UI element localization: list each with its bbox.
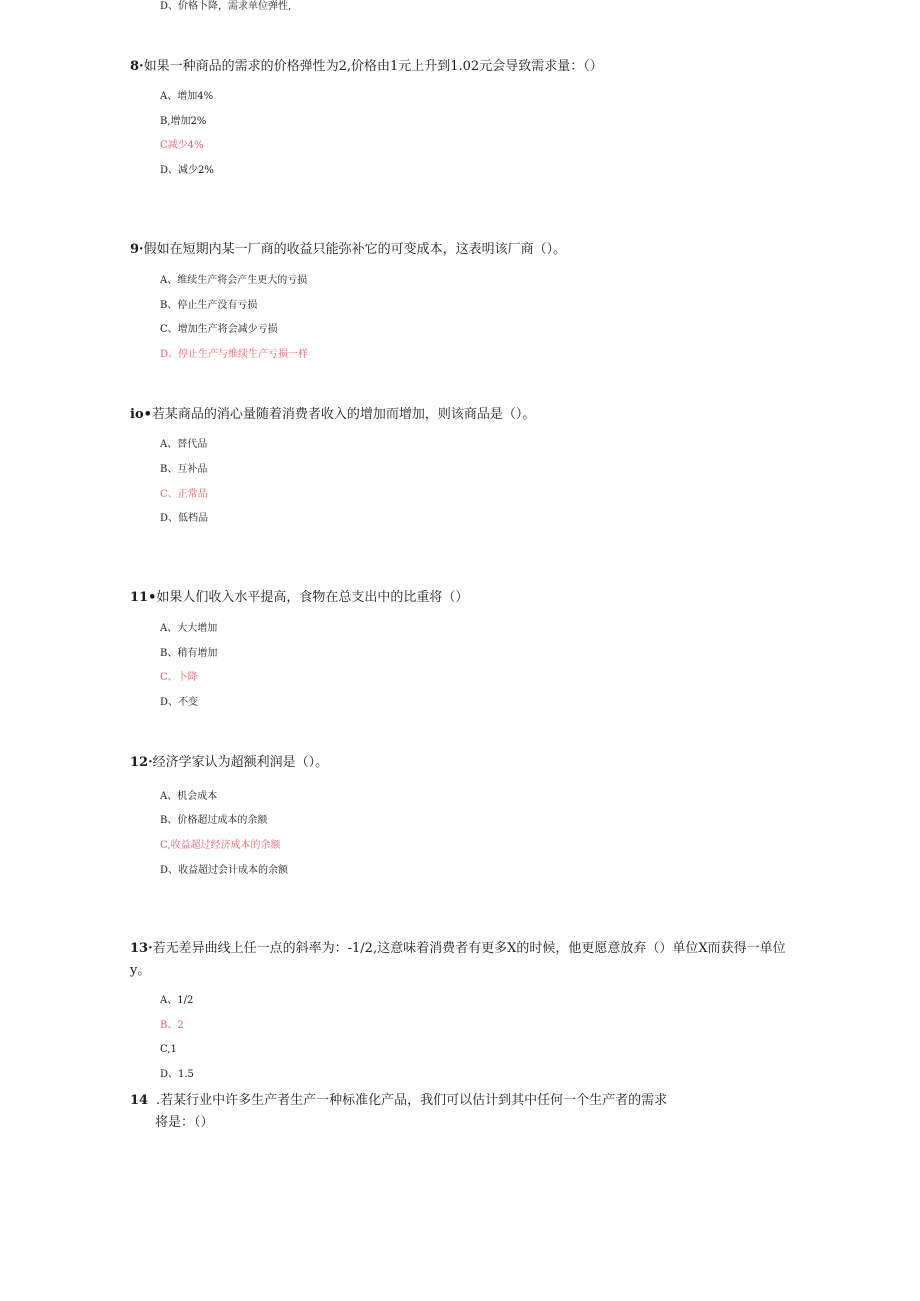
q8-option-a: A、增加4% (160, 91, 214, 102)
question-number: 13· (130, 941, 153, 956)
q8-option-d: D、减少2% (160, 165, 214, 176)
q9-option-d: D、停止生产与维续生产亏损一样 (160, 349, 309, 360)
question-13 (130, 938, 800, 982)
question-text: 经济学家认为超额利润是（）。 (152, 755, 329, 770)
question-text: 如果一种商品的需求的价格弹性为2,价格由1元上升到1.02元会导致需求量：（） (143, 59, 603, 74)
question-text: 假如在短期内某一厂商的收益只能弥补它的可变成本，这表明该厂商（）。 (143, 242, 567, 257)
question-number: io• (130, 407, 152, 422)
q11-option-c: C、卜降 (160, 672, 198, 683)
question-number: 11• (130, 590, 157, 605)
q13-option-a: A、1/2 (160, 995, 194, 1006)
question-text-line1: .若某行业中许多生产者生产一种标准化产品，我们可以估计到其中任何一个生产者的需求 (156, 1093, 668, 1108)
question-text-line2: 将是：（） (155, 1115, 214, 1130)
question-8 (130, 56, 800, 78)
question-number: 14 (130, 1093, 149, 1108)
q9-option-a: A、维续生产将会产生更大的亏损 (160, 275, 308, 286)
question-10 (130, 404, 800, 426)
q10-option-a: A、替代品 (160, 439, 208, 450)
question-text: 若某商品的消心量随着消费者收入的增加而增加，则该商品是（）。 (151, 407, 536, 422)
question-12 (130, 752, 800, 774)
question-9 (130, 239, 800, 261)
q11-option-d: D、不变 (160, 697, 199, 708)
q13-option-d: D、1.5 (160, 1069, 194, 1080)
q12-option-a: A、机会成本 (160, 791, 218, 802)
q10-option-c: C、正常品 (160, 489, 208, 500)
q12-option-d: D、收益超过会计成本的余额 (160, 865, 289, 876)
question-number: 9· (130, 242, 144, 257)
q11-option-a: A、大大增加 (160, 623, 218, 634)
question-number: 8· (130, 59, 144, 74)
question-number: 12· (130, 755, 153, 770)
prev-option-d: D、价格卜降，需求单位弹性, (160, 1, 292, 12)
q11-option-b: B、稍有增加 (160, 648, 218, 659)
q12-option-c: C,收益超过经济成本的余额 (160, 840, 281, 851)
q9-option-c: C、增加生产将会减少亏损 (160, 324, 278, 335)
q13-option-c: C,1 (160, 1044, 177, 1055)
q10-option-b: B、互补品 (160, 464, 208, 475)
q12-option-b: B、价格超过成本的余额 (160, 815, 268, 826)
question-text: 若无差异曲线上任一点的斜率为：-1/2,这意味着消费者有更多X的时候，他更愿意放弃（）单位X而获得一单位y。 (130, 941, 786, 978)
q13-option-b: B、2 (160, 1020, 184, 1031)
q8-option-b: B,增加2% (160, 116, 207, 127)
q10-option-d: D、低档品 (160, 513, 209, 524)
q8-option-c: C减少4% (160, 140, 204, 151)
question-text: 如果人们收入水平提高，食物在总支出中的比重将（） (156, 590, 469, 605)
question-14 (130, 1090, 800, 1134)
q9-option-b: B、停止生产没有亏损 (160, 300, 258, 311)
question-11 (130, 587, 800, 609)
